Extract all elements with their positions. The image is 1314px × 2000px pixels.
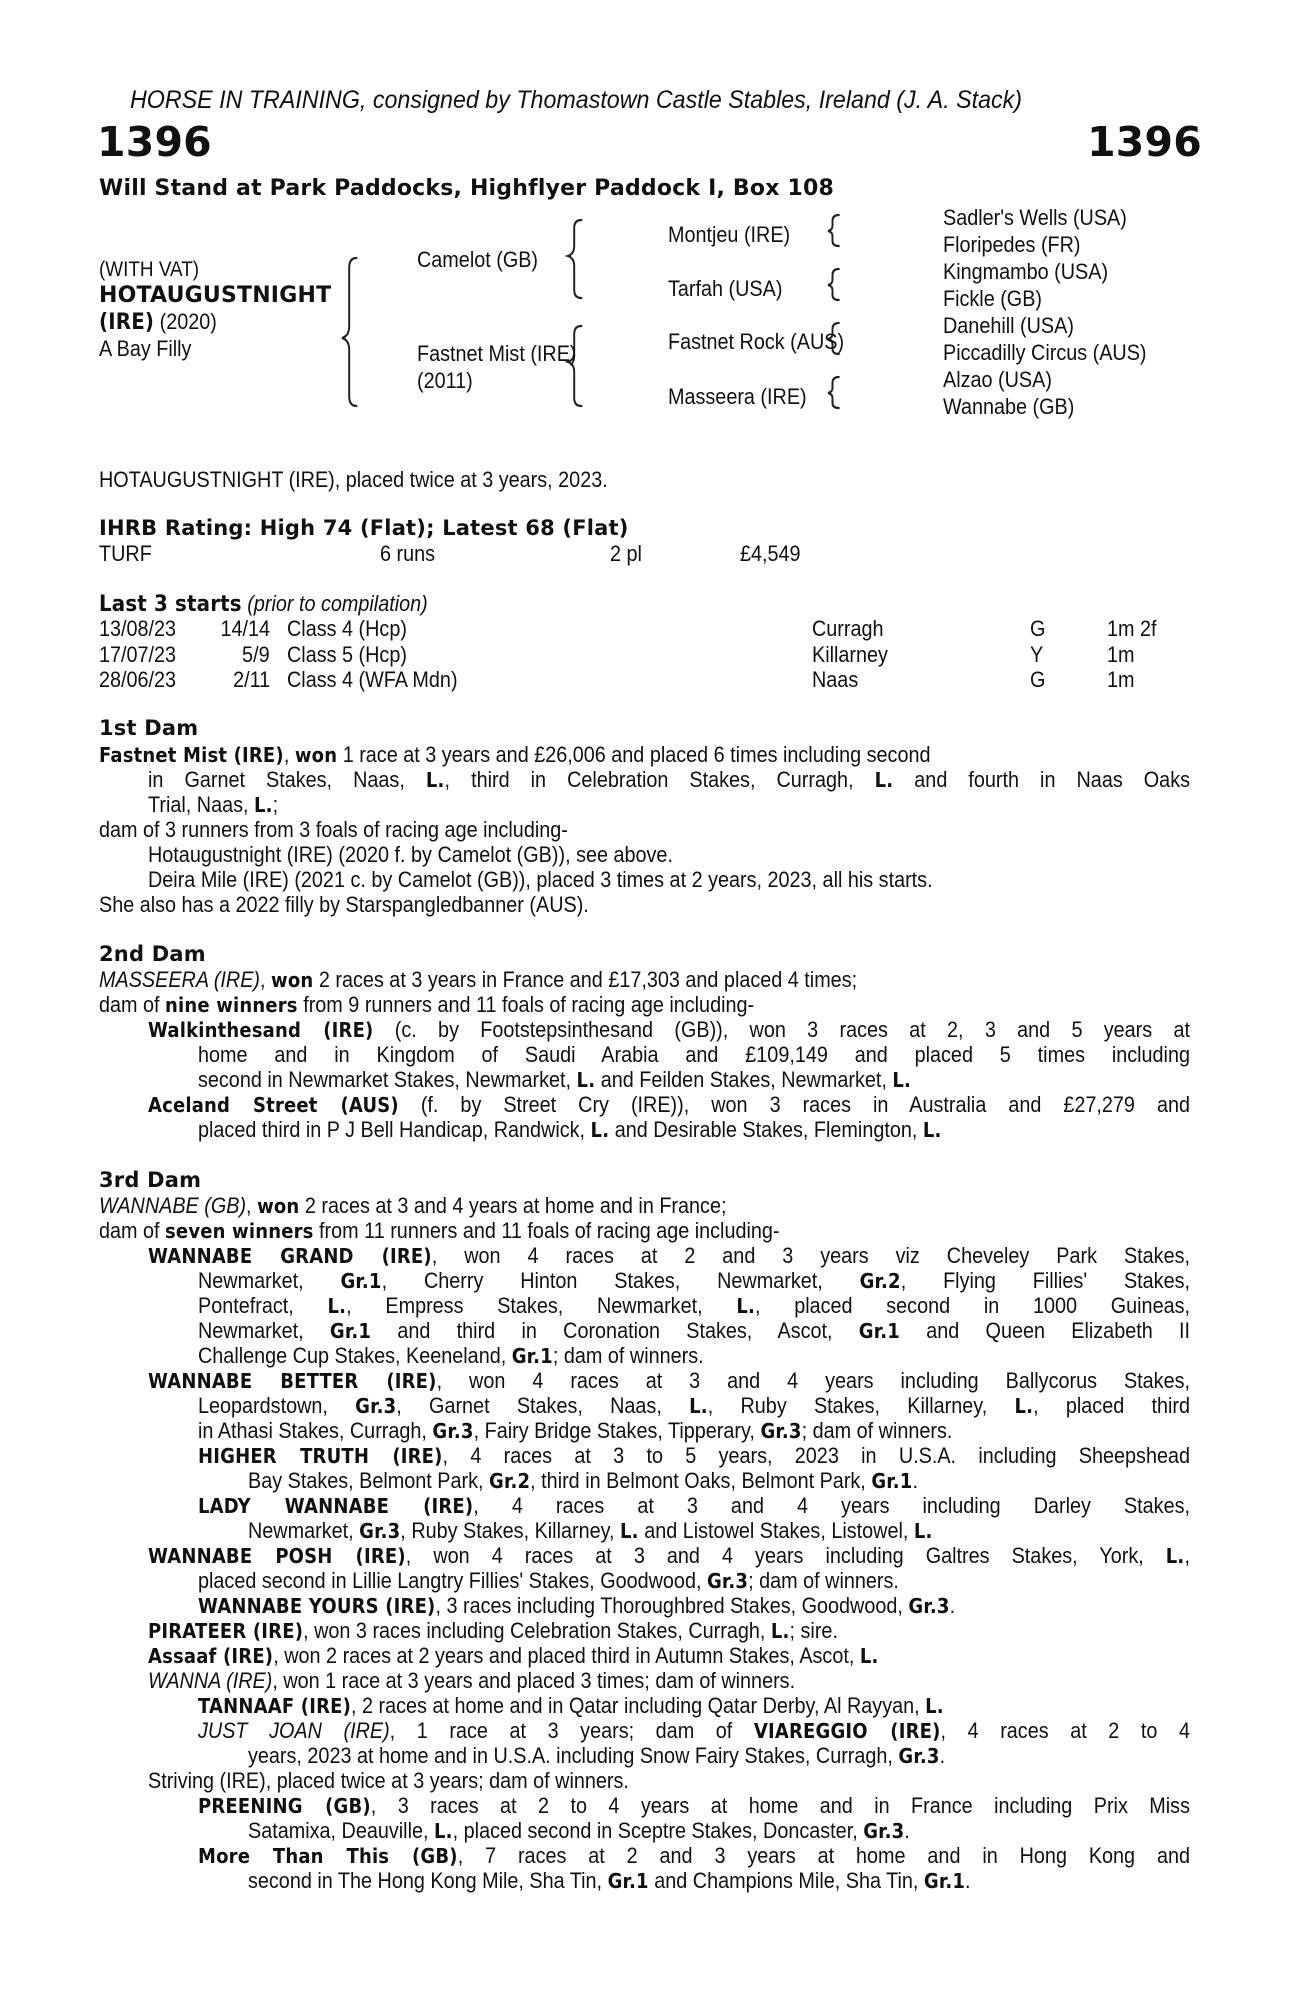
start-dist: 1m 2f [1107, 616, 1157, 641]
bold-text: L. [689, 1394, 708, 1418]
brace-sire [568, 220, 582, 298]
bold-text: Gr.1 [858, 1319, 900, 1343]
horse-name: HOTAUGUSTNIGHT [99, 283, 332, 308]
text-line [99, 967, 941, 993]
bold-text: L. [736, 1294, 755, 1318]
start-pos: 2/11 [232, 667, 270, 692]
brace-main [342, 258, 356, 406]
text-line [99, 817, 620, 842]
text: 2 races at 3 years in France and £17,303 and placed 4 times; [313, 967, 858, 992]
text: and Champions Mile, Sha Tin, [648, 1868, 924, 1893]
section-heading: 2nd Dam [99, 942, 206, 966]
text-line [99, 892, 643, 917]
text: . [965, 1868, 971, 1893]
text: (c. by Footstepsinthesand (GB)), won 3 races at 2, 3 and 5 years at [373, 1017, 1190, 1042]
text: and Queen Elizabeth II [899, 1318, 1190, 1343]
lot-number-right: 1396 [1087, 118, 1202, 166]
bold-text: L. [925, 1694, 944, 1718]
horse-suffix: (IRE) [99, 310, 155, 335]
text: Deira Mile (IRE) (2021 c. by Camelot (GB)), placed 3 times at 2 years, 2023, all his starts. [148, 867, 933, 892]
start-date: 17/07/23 [99, 641, 177, 667]
text: , placed second in Sceptre Stakes, Doncaster, [452, 1818, 864, 1843]
text-line [148, 1618, 915, 1644]
bold-text: WANNABE GRAND (IRE) [148, 1244, 432, 1268]
section-heading: 1st Dam [99, 716, 199, 740]
text: placed second in Lillie Langtry Fillies' Stakes, Goodwood, [198, 1568, 707, 1593]
text-line [198, 1493, 1300, 1518]
text: , 2 races at home and in Qatar including Qatar Derby, Al Rayyan, [351, 1693, 926, 1718]
start-going: G [1030, 667, 1046, 692]
italic-text: WANNABE (GB) [99, 1193, 247, 1218]
bold-text: Gr.1 [329, 1319, 372, 1343]
start-course: Curragh [812, 616, 884, 641]
text: Newmarket, [248, 1518, 360, 1543]
pedigree-dam: Fastnet Mist (IRE) [417, 341, 577, 366]
text-line [148, 1768, 682, 1793]
text-line [248, 1743, 1023, 1769]
bold-text: L. [892, 1068, 912, 1092]
text: . [904, 1818, 910, 1843]
text: . [912, 1468, 919, 1493]
start-going: G [1030, 616, 1046, 641]
text: , 7 races at 2 and 3 years at home and in Hong Kong and [457, 1843, 1190, 1868]
text-line [198, 1568, 977, 1594]
text: She also has a 2022 filly by Starspangledbanner (AUS). [99, 892, 589, 917]
text: Hotaugustnight (IRE) (2020 f. by Camelot (GB)), see above. [148, 842, 673, 867]
pedigree-sire: Camelot (GB) [417, 247, 539, 272]
text: , 4 races at 2 to 4 [940, 1718, 1190, 1743]
text: dam of 3 runners from 3 foals of racing age including- [99, 817, 568, 842]
bold-text: L. [770, 1619, 790, 1643]
text-line [198, 1042, 1300, 1067]
stand-location: Will Stand at Park Paddocks, Highflyer Paddock I, Box 108 [99, 176, 834, 201]
text: Trial, Naas, [148, 792, 255, 817]
pedigree-g3-3: Kingmambo (USA) [943, 259, 1109, 284]
text: , placed third [1033, 1393, 1190, 1418]
bold-text: Gr.1 [607, 1869, 649, 1893]
horse-year: (2020) [159, 309, 217, 334]
rating-earnings: £4,549 [740, 541, 801, 566]
rating-title: IHRB Rating: High 74 (Flat); Latest 68 (Flat) [99, 516, 629, 540]
text-line [99, 1193, 796, 1219]
text: , Empress Stakes, Newmarket, [346, 1293, 737, 1318]
bold-text: TANNAAF (IRE) [198, 1694, 352, 1718]
bold-text: L. [922, 1118, 942, 1142]
text-line [148, 1092, 1306, 1117]
last-starts-title: Last 3 starts [99, 592, 242, 617]
text-line [198, 1693, 1027, 1719]
pedigree-dam-sire: Fastnet Rock (AUS) [668, 329, 845, 354]
bold-text: Fastnet Mist (IRE) [99, 743, 284, 767]
text: 2 races at 3 and 4 years at home and in France; [299, 1193, 727, 1218]
text: , [246, 1193, 258, 1218]
text-line [248, 1868, 1051, 1894]
bold-text: won [257, 1194, 300, 1218]
bold-text: Gr.1 [340, 1269, 382, 1293]
last-starts-note: (prior to compilation) [247, 591, 428, 616]
start-course: Killarney [812, 641, 888, 667]
bold-text: L. [1165, 1544, 1185, 1568]
text: Newmarket, [198, 1268, 341, 1293]
text-line [198, 1293, 1300, 1318]
pedigree-dam-year: (2011) [417, 368, 473, 393]
bold-text: L. [859, 1644, 879, 1668]
italic-text: JUST JOAN (IRE) [198, 1718, 390, 1743]
bold-text: L. [576, 1068, 596, 1092]
bold-text: seven winners [165, 1219, 314, 1243]
text: Leopardstown, [198, 1393, 356, 1418]
text: , Ruby Stakes, Killarney, [400, 1518, 621, 1543]
text-line [198, 1443, 1300, 1468]
text-line [248, 1518, 1009, 1544]
bold-text: Gr.3 [355, 1394, 397, 1418]
text: (f. by Street Cry (IRE)), won 3 races in Australia and £27,279 and [398, 1092, 1190, 1117]
text: and Desirable Stakes, Flemington, [609, 1117, 923, 1142]
bold-text: WANNABE BETTER (IRE) [148, 1369, 437, 1393]
text: Challenge Cup Stakes, Keeneland, [198, 1343, 512, 1368]
text: in Athasi Stakes, Curragh, [198, 1418, 433, 1443]
start-dist: 1m [1107, 641, 1135, 667]
bold-text: L. [1014, 1394, 1034, 1418]
text: ; [272, 792, 279, 817]
text: and Listowel Stakes, Listowel, [638, 1518, 914, 1543]
bold-text: Gr.3 [863, 1819, 905, 1843]
pedigree-g3-4: Fickle (GB) [943, 286, 1042, 311]
start-pos: 5/9 [242, 641, 270, 667]
bold-text: won [271, 968, 314, 992]
text-line [198, 1117, 1024, 1143]
text: , [283, 742, 295, 767]
text: , 3 races including Thoroughbred Stakes, Goodwood, [435, 1593, 909, 1618]
bold-text: Gr.3 [760, 1419, 802, 1443]
bold-text: Gr.3 [908, 1594, 950, 1618]
bold-text: LADY WANNABE (IRE) [198, 1494, 474, 1518]
text: ; sire. [789, 1618, 838, 1643]
text-line [198, 1418, 1036, 1444]
italic-text: WANNA (IRE) [148, 1668, 273, 1693]
text: Bay Stakes, Belmont Park, [248, 1468, 490, 1493]
bold-text: L. [327, 1294, 347, 1318]
brace-g3-1 [828, 215, 839, 246]
bold-text: L. [254, 793, 273, 817]
text: dam of [99, 992, 166, 1017]
text-line [198, 1268, 1300, 1293]
bold-text: WANNABE YOURS (IRE) [198, 1594, 436, 1618]
bold-text: L. [620, 1519, 639, 1543]
pedigree-dam-dam: Masseera (IRE) [668, 384, 807, 409]
text: , 4 races at 3 to 5 years, 2023 in U.S.A. including Sheepshead [442, 1443, 1190, 1468]
vat-note: (WITH VAT) [99, 258, 200, 281]
text-line [198, 1393, 1300, 1418]
bold-text: Aceland Street (AUS) [148, 1093, 399, 1117]
text: and third in Coronation Stakes, Ascot, [371, 1318, 859, 1343]
text: and Feilden Stakes, Newmarket, [595, 1067, 893, 1092]
text-line [148, 1243, 1306, 1268]
text: ; dam of winners. [801, 1418, 953, 1443]
text-line [148, 1643, 960, 1669]
text: , Fairy Bridge Stakes, Tipperary, [473, 1418, 761, 1443]
text: , won 4 races at 2 and 3 years viz Cheveley Park Stakes, [431, 1243, 1190, 1268]
text-line [198, 1318, 1300, 1343]
bold-text: Gr.3 [432, 1419, 474, 1443]
start-going: Y [1030, 641, 1044, 667]
text: , won 3 races including Celebration Stakes, Curragh, [303, 1618, 771, 1643]
text-line [99, 992, 827, 1018]
text-line [198, 1067, 990, 1093]
text-line [148, 842, 731, 867]
text: and fourth in Naas Oaks [893, 767, 1190, 792]
text: , won 4 races at 3 and 4 years including Ballycorus Stakes, [436, 1368, 1190, 1393]
rating-surface: TURF [99, 541, 152, 566]
bold-text: VIAREGGIO (IRE) [753, 1719, 941, 1743]
text: , [1184, 1543, 1190, 1568]
horse-description: A Bay Filly [99, 336, 192, 361]
race-summary: HOTAUGUSTNIGHT (IRE), placed twice at 3 years, 2023. [99, 467, 608, 492]
bold-text: Gr.2 [859, 1269, 901, 1293]
pedigree-g3-6: Piccadilly Circus (AUS) [943, 340, 1147, 365]
text-line [148, 792, 293, 818]
section-heading: 3rd Dam [99, 1168, 202, 1192]
text: , won 1 race at 3 years and placed 3 times; dam of winners. [272, 1668, 796, 1693]
bold-text: PREENING (GB) [198, 1794, 371, 1818]
start-class: Class 4 (Hcp) [287, 616, 407, 641]
text: . [949, 1593, 956, 1618]
text: from 9 runners and 11 foals of racing age including- [297, 992, 755, 1017]
text-line [148, 1668, 867, 1693]
text: , third in Celebration Stakes, Curragh, [444, 767, 875, 792]
text: in Garnet Stakes, Naas, [148, 767, 426, 792]
pedigree-g3-1: Sadler's Wells (USA) [943, 205, 1127, 230]
bold-text: won [294, 743, 338, 767]
text-line [99, 1218, 855, 1244]
brace-g3-4 [828, 377, 839, 408]
lot-number-left: 1396 [97, 118, 212, 166]
start-date: 28/06/23 [99, 667, 177, 692]
text: , Flying Fillies' Stakes, [900, 1268, 1190, 1293]
text: from 11 runners and 11 foals of racing age including- [313, 1218, 780, 1243]
text: years, 2023 at home and in U.S.A. including Snow Fairy Stakes, Curragh, [248, 1743, 899, 1768]
start-class: Class 4 (WFA Mdn) [287, 667, 458, 692]
pedigree-g3-5: Danehill (USA) [943, 313, 1074, 338]
text: Newmarket, [198, 1318, 330, 1343]
bold-text: L. [433, 1819, 453, 1843]
text-line [248, 1468, 992, 1494]
bold-text: Gr.3 [359, 1519, 401, 1543]
text: second in The Hong Kong Mile, Sha Tin, [248, 1868, 608, 1893]
start-course: Naas [812, 667, 859, 692]
pedigree-g3-2: Floripedes (FR) [943, 232, 1081, 257]
text: , won 2 races at 2 years and placed third in Autumn Stakes, Ascot, [273, 1643, 860, 1668]
text: home and in Kingdom of Saudi Arabia and £109,149 and placed 5 times including [198, 1042, 1190, 1067]
bold-text: Gr.2 [489, 1469, 531, 1493]
text-line [148, 1368, 1306, 1393]
bold-text: Gr.3 [898, 1744, 940, 1768]
start-date: 13/08/23 [99, 616, 177, 641]
text: , Cherry Hinton Stakes, Newmarket, [381, 1268, 860, 1293]
start-pos: 14/14 [220, 616, 270, 641]
bold-text: WANNABE POSH (IRE) [148, 1544, 406, 1568]
bold-text: Gr.1 [871, 1469, 913, 1493]
consignment-line: HORSE IN TRAINING, consigned by Thomastown Castle Stables, Ireland (J. A. Stack) [130, 86, 1023, 114]
bold-text: Walkinthesand (IRE) [148, 1018, 374, 1042]
text: , 3 races at 2 to 4 years at home and in France including Prix Miss [370, 1793, 1190, 1818]
text: placed third in P J Bell Handicap, Randwick, [198, 1117, 591, 1142]
text-line [148, 1017, 1306, 1042]
bold-text: More Than This (GB) [198, 1844, 458, 1868]
pedigree-g3-8: Wannabe (GB) [943, 394, 1075, 419]
bold-text: L. [590, 1118, 610, 1142]
text-line [148, 1543, 1306, 1568]
text: dam of [99, 1218, 166, 1243]
text-line [198, 1793, 1300, 1818]
last-starts-heading [99, 591, 428, 617]
text-line [248, 1818, 983, 1844]
text-line [198, 1593, 1039, 1619]
text: ; dam of winners. [748, 1568, 899, 1593]
text-line [99, 742, 1023, 768]
text: , [260, 967, 272, 992]
text: , Garnet Stakes, Naas, [396, 1393, 690, 1418]
start-class: Class 5 (Hcp) [287, 641, 407, 667]
bold-text: nine winners [165, 993, 298, 1017]
text: , won 4 races at 3 and 4 years including Galtres Stakes, York, [405, 1543, 1166, 1568]
text: ; dam of winners. [552, 1343, 704, 1368]
text: , 1 race at 3 years; dam of [389, 1718, 754, 1743]
bold-text: L. [913, 1519, 933, 1543]
italic-text: MASSEERA (IRE) [99, 967, 261, 992]
bold-text: L. [425, 768, 445, 792]
text: , Ruby Stakes, Killarney, [707, 1393, 1015, 1418]
pedigree-sire-dam: Tarfah (USA) [668, 276, 783, 301]
rating-runs: 6 runs [380, 541, 436, 566]
text: Striving (IRE), placed twice at 3 years; dam of winners. [148, 1768, 629, 1793]
text-line [148, 867, 1020, 892]
brace-g3-2 [828, 269, 839, 300]
bold-text: Gr.1 [923, 1869, 966, 1893]
rating-placed: 2 pl [610, 541, 642, 566]
pedigree-sire-sire: Montjeu (IRE) [668, 222, 791, 247]
bold-text: L. [874, 768, 894, 792]
bold-text: HIGHER TRUTH (IRE) [198, 1444, 443, 1468]
text: , placed second in 1000 Guineas, [754, 1293, 1190, 1318]
bold-text: Gr.1 [511, 1344, 553, 1368]
text: , third in Belmont Oaks, Belmont Park, [530, 1468, 872, 1493]
bold-text: Assaaf (IRE) [148, 1644, 274, 1668]
text-line [198, 1843, 1300, 1868]
text: 1 race at 3 years and £26,006 and placed 6 times including second [337, 742, 931, 767]
bold-text: Gr.3 [706, 1569, 749, 1593]
text-line [198, 1343, 760, 1369]
pedigree-g3-7: Alzao (USA) [943, 367, 1052, 392]
start-dist: 1m [1107, 667, 1135, 692]
text: Satamixa, Deauville, [248, 1818, 434, 1843]
text: second in Newmarket Stakes, Newmarket, [198, 1067, 577, 1092]
text-line [148, 767, 1306, 792]
text: . [939, 1743, 946, 1768]
text-line [198, 1718, 1300, 1743]
text: , 4 races at 3 and 4 years including Darley Stakes, [473, 1493, 1190, 1518]
text: Pontefract, [198, 1293, 328, 1318]
bold-text: PIRATEER (IRE) [148, 1619, 304, 1643]
